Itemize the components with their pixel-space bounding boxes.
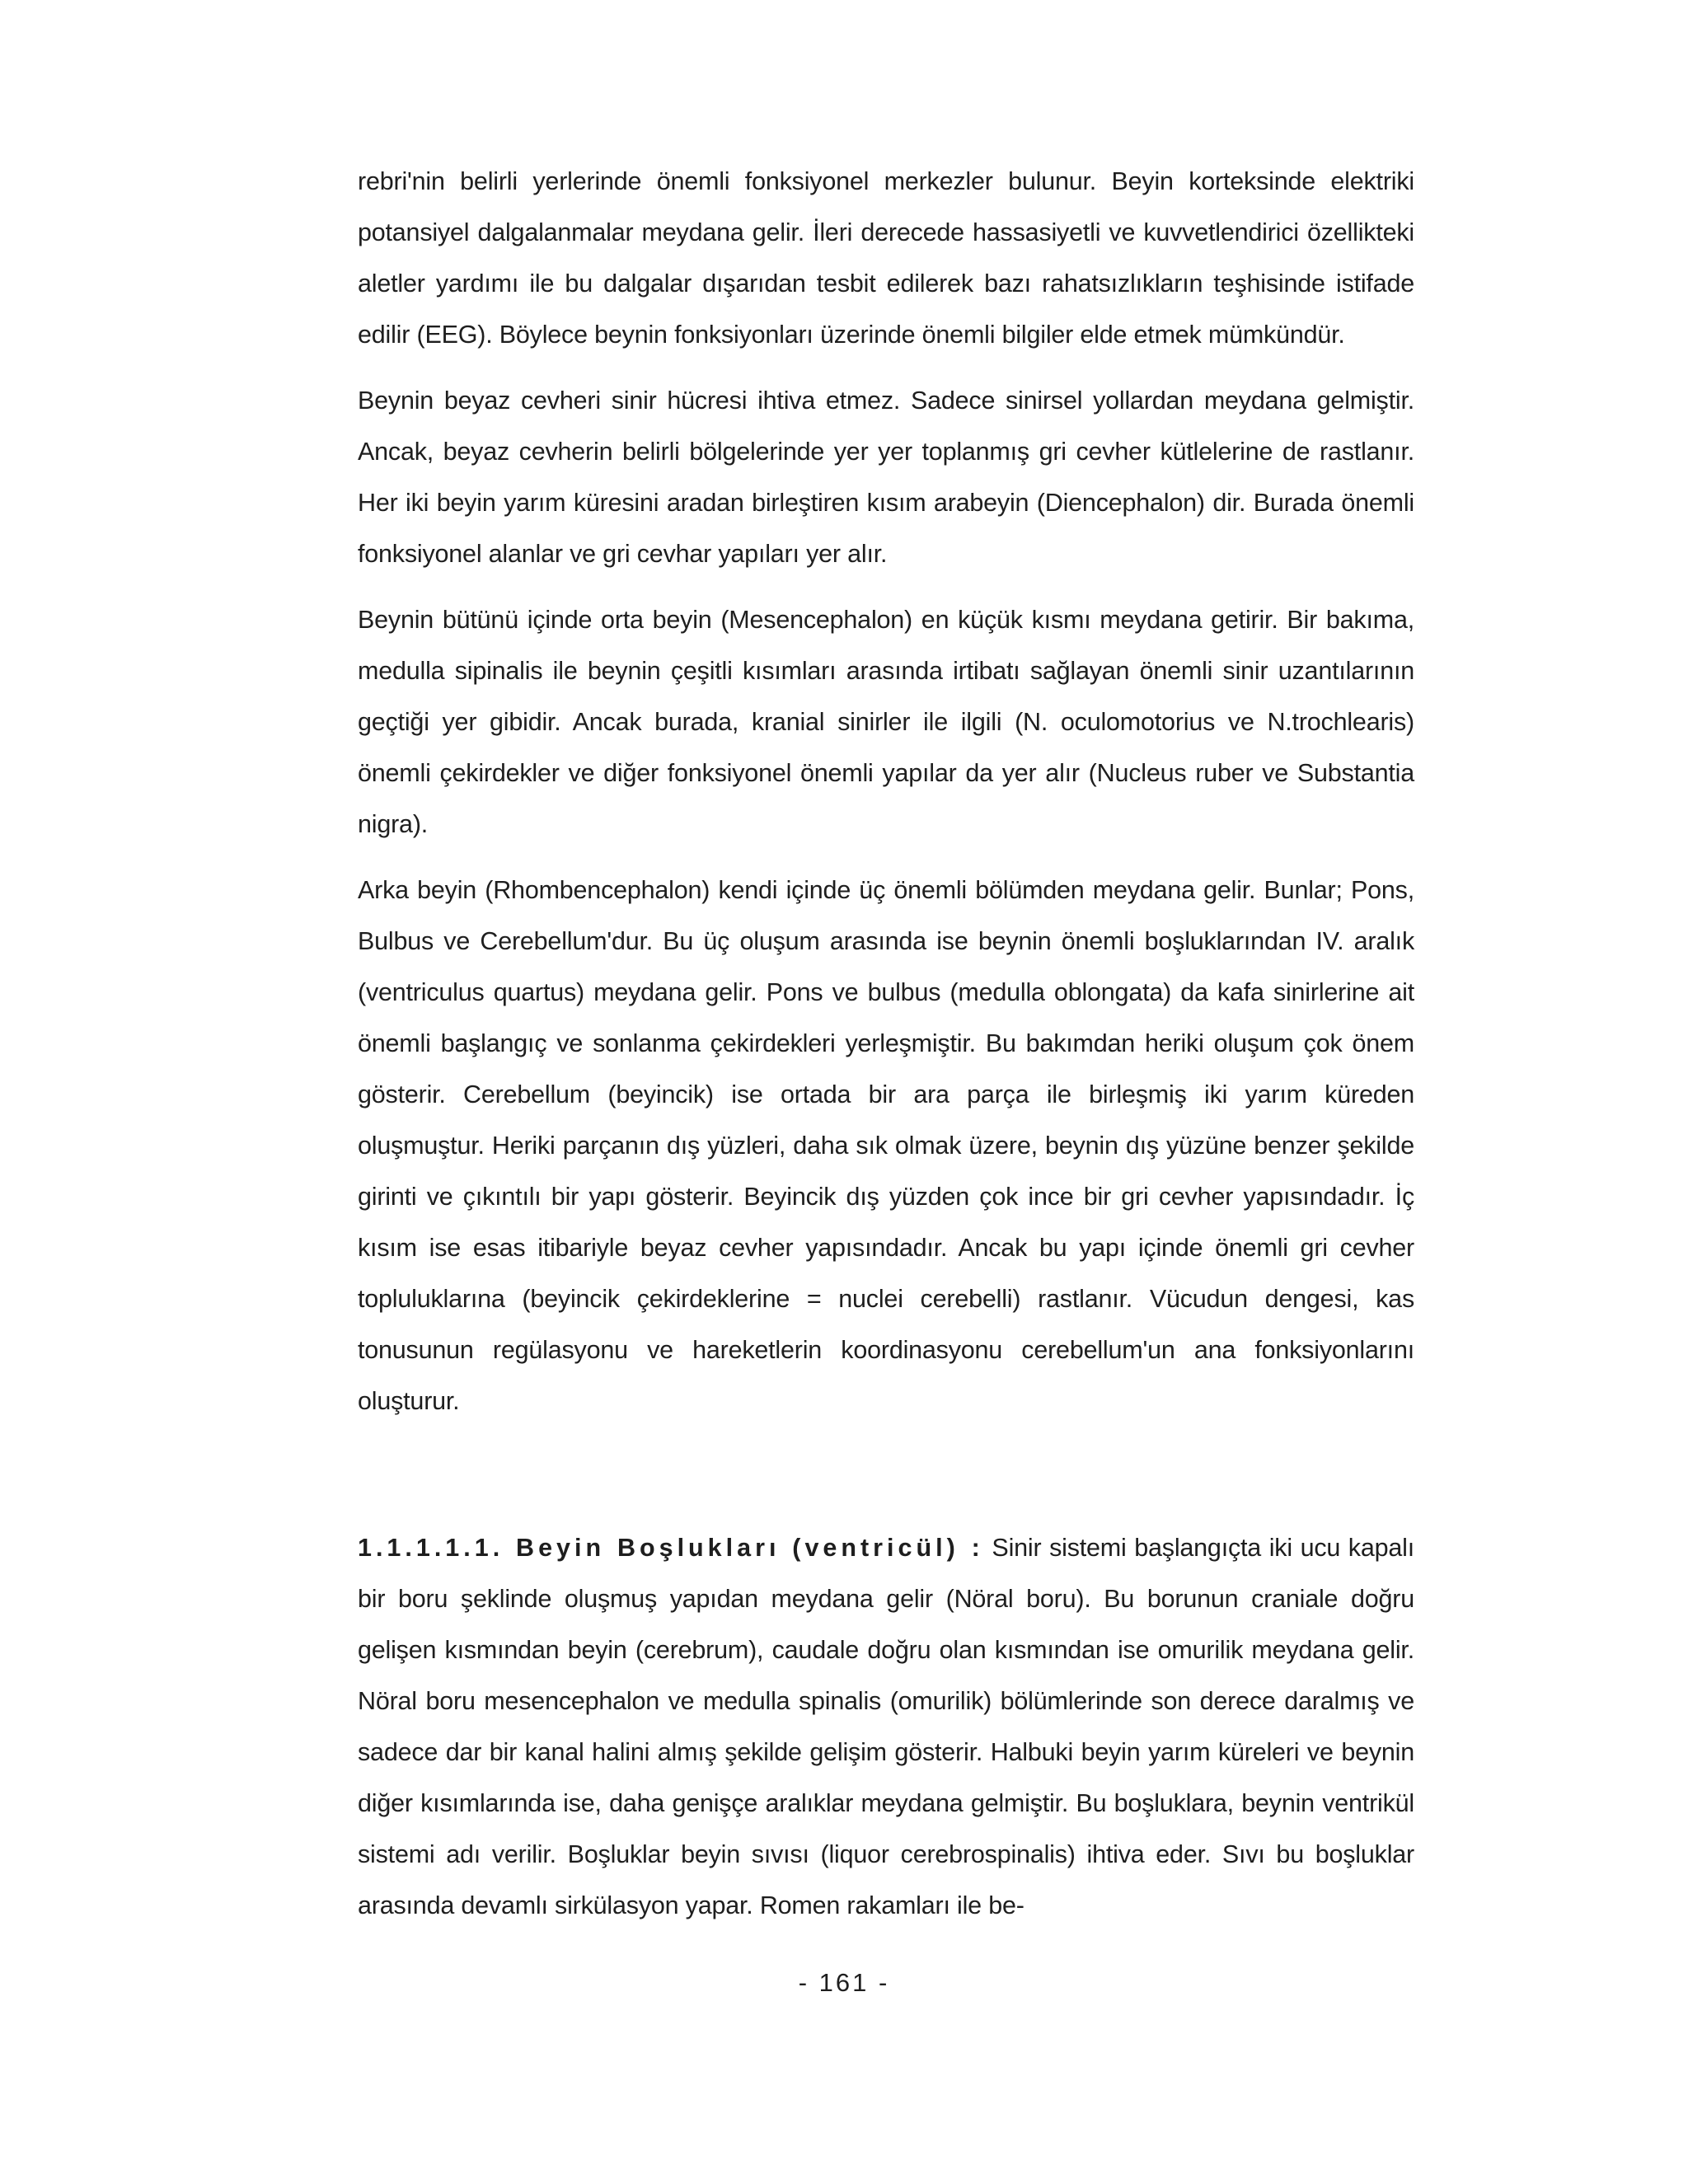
page-number: - 161 -	[798, 1968, 890, 1997]
paragraph-eeg: rebri'nin belirli yerlerinde önemli fonksiyonel merkezler bulunur. Beyin korteksinde elektriki potansiyel dalgalanmalar meydana gelir. İleri derecede hassasiyetli ve kuvvetlendirici özellikteki aletler yardımı ile bu dalgalar dışarıdan tesbit edilerek bazı rahatsızlıkların teşhisinde istifade edilir (EEG). Böylece beynin fonksiyonları üzerinde önemli bilgiler elde etmek mümkündür.	[358, 167, 1414, 349]
section-ventricles	[358, 1522, 1414, 1931]
paragraph-hindbrain: Arka beyin (Rhombencephalon) kendi içinde üç önemli bölümden meydana gelir. Bunlar; Pons, Bulbus ve Cerebellum'dur. Bu üç oluşum arasında ise beynin önemli boşluklarından IV. aralık (ventriculus quartus) meydana gelir. Pons ve bulbus (medulla oblongata) da kafa sinirlerine ait önemli başlangıç ve sonlanma çekirdekleri yerleşmiştir. Bu bakımdan heriki oluşum çok önem gösterir. Cerebellum (beyincik) ise ortada bir ara parça ile birleşmiş iki yarım küreden oluşmuştur. Heriki parçanın dış yüzleri, daha sık olmak üzere, beynin dış yüzüne benzer şekilde girinti ve çıkıntılı bir yapı gösterir. Beyincik dış yüzden çok ince bir gri cevher yapısındadır. İç kısım ise esas itibariyle beyaz cevher yapısındadır. Ancak bu yapı içinde önemli gri cevher topluluklarına (beyincik çekirdeklerine = nuclei cerebelli) rastlanır. Vücudun dengesi, kas tonusunun regülasyonu ve hareketlerin koordinasyonu cerebellum'un ana fonksiyonlarını oluşturur.	[358, 876, 1414, 1415]
body-text	[358, 156, 1414, 1931]
paragraph-midbrain: Beynin bütünü içinde orta beyin (Mesencephalon) en küçük kısmı meydana getirir. Bir bakıma, medulla sipinalis ile beynin çeşitli kısımları arasında irtibatı sağlayan önemli sinir uzantılarının geçtiği yer gibidir. Ancak burada, kranial sinirler ile ilgili (N. oculomotorius ve N.trochlearis) önemli çekirdekler ve diğer fonksiyonel önemli yapılar da yer alır (Nucleus ruber ve Substantia nigra).	[358, 606, 1414, 838]
section-body: Sinir sistemi başlangıçta iki ucu kapalı bir boru şeklinde oluşmuş yapıdan meydana gelir (Nöral boru). Bu borunun craniale doğru gelişen kısmından beyin (cerebrum), caudale doğru olan kısmından ise omurilik meydana gelir. Nöral boru mesencephalon ve medulla spinalis (omurilik) bölümlerinde son derece daralmış ve sadece dar bir kanal halini almış şekilde gelişim gösterir. Halbuki beyin yarım küreleri ve beynin diğer kısımlarında ise, daha genişçe aralıklar meydana gelmiştir. Bu boşluklara, beynin ventrikül sistemi adı verilir. Boşluklar beyin sıvısı (liquor cerebrospinalis) ihtiva eder. Sıvı bu boşluklar arasında devamlı sirkülasyon yapar. Romen rakamları ile be-	[358, 1534, 1414, 1919]
paragraph-white-matter: Beynin beyaz cevheri sinir hücresi ihtiva etmez. Sadece sinirsel yollardan meydana gelmiştir. Ancak, beyaz cevherin belirli bölgelerinde yer yer toplanmış gri cevher kütlelerine de rastlanır. Her iki beyin yarım küresini aradan birleştiren kısım arabeyin (Diencephalon) dir. Burada önemli fonksiyonel alanlar ve gri cevhar yapıları yer alır.	[358, 387, 1414, 568]
section-heading: 1.1.1.1.1. Beyin Boşlukları (ventricül) :	[358, 1534, 984, 1562]
